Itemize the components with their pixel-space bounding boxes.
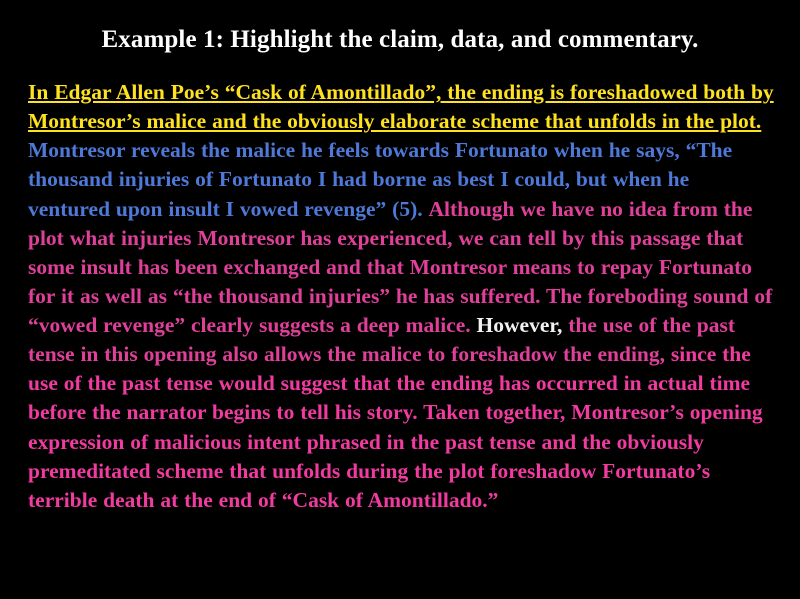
claim-highlight: In Edgar Allen Poe’s “Cask of Amontillado”, the ending is foreshadowed both by Montresor’s malice and the obviously elaborate scheme that unfolds in the plot.	[28, 80, 774, 134]
essay-paragraph	[28, 78, 776, 515]
commentary-highlight-one: Although we have no idea from the plot what injuries Montresor has experienced, we can tell by this passage that some insult has been exchanged and that Montresor means to repay Fortunato for it as well as “the thousand injuries” he has suffered. The foreboding sound of “vowed revenge” clearly suggests a deep malice.	[28, 196, 773, 337]
commentary-highlight-two: the use of the past tense in this opening also allows the malice to foreshadow the ending,	[28, 313, 736, 367]
commentary-transition-word: However,	[476, 313, 563, 337]
commentary-highlight-three: since the use of the past tense would suggest that the ending has occurred in actual time before the narrator begins to tell his story. Taken together, Montresor’s opening expression of malicious intent phrased in the past tense and the obviously premeditated scheme that unfolds during the plot foreshadow Fortunato’s terrible death at the end of “Cask of Amontillado.”	[28, 342, 763, 512]
data-highlight: Montresor reveals the malice he feels towards Fortunato when he says, “The thousand injuries of Fortunato I had borne as best I could, but when he ventured upon insult I vowed revenge” (5).	[28, 138, 733, 221]
page-title: Example 1: Highlight the claim, data, and commentary.	[101, 26, 699, 53]
